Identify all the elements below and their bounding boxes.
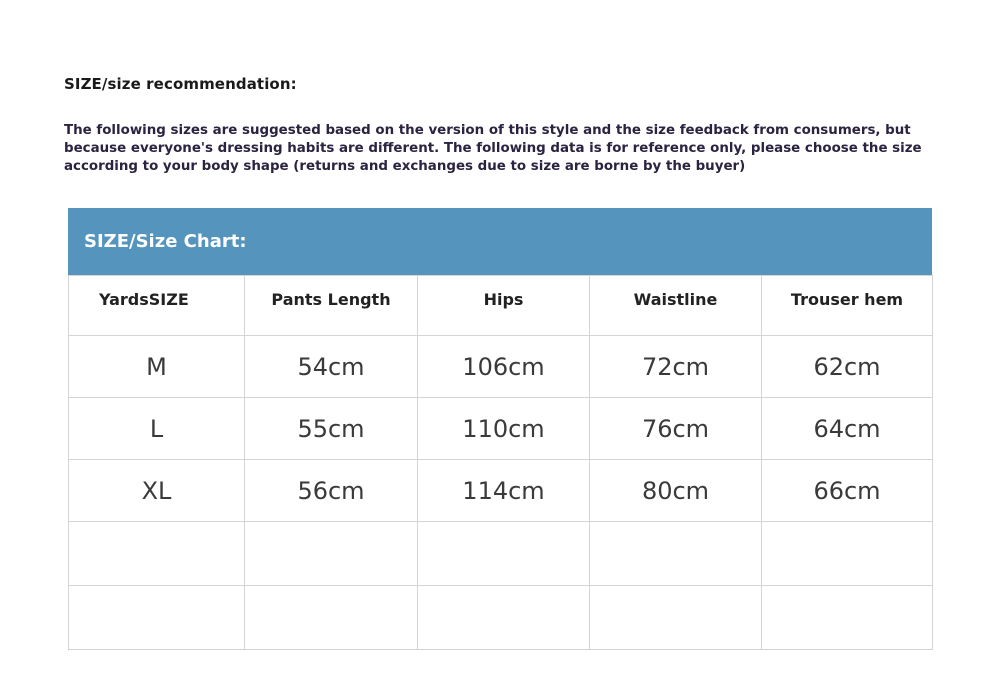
- column-header-size: YardsSIZE: [69, 276, 245, 336]
- table-cell: [590, 522, 762, 586]
- table-row: [69, 586, 933, 650]
- size-recommendation-text: The following sizes are suggested based on the version of this style and the size feedback from consumers, but because everyone's dressing habits are different. The following data is for reference only, please choose the size according to your body shape (returns and exchanges due to size are borne by the buyer): [64, 123, 922, 174]
- table-cell: 110cm: [418, 398, 590, 460]
- table-cell: 72cm: [590, 336, 762, 398]
- column-header-pants-length: Pants Length: [245, 276, 418, 336]
- table-cell: [69, 586, 245, 650]
- table-cell: [418, 522, 590, 586]
- table-cell: 55cm: [245, 398, 418, 460]
- page-title: SIZE/size recommendation:: [64, 75, 297, 93]
- column-header-waistline: Waistline: [590, 276, 762, 336]
- table-row: [69, 336, 933, 398]
- table-row: [69, 522, 933, 586]
- table-cell: [590, 586, 762, 650]
- table-cell: 62cm: [762, 336, 933, 398]
- table-cell: XL: [69, 460, 245, 522]
- table-cell: M: [69, 336, 245, 398]
- table-cell: 56cm: [245, 460, 418, 522]
- table-cell: 54cm: [245, 336, 418, 398]
- table-cell: 114cm: [418, 460, 590, 522]
- table-header-row: [69, 276, 933, 336]
- table-cell: 66cm: [762, 460, 933, 522]
- table-cell: 76cm: [590, 398, 762, 460]
- column-header-hips: Hips: [418, 276, 590, 336]
- table-cell: L: [69, 398, 245, 460]
- table-cell: 64cm: [762, 398, 933, 460]
- size-chart-title: SIZE/Size Chart:: [68, 208, 932, 275]
- table-cell: [418, 586, 590, 650]
- table-cell: 106cm: [418, 336, 590, 398]
- column-header-trouser-hem: Trouser hem: [762, 276, 933, 336]
- table-cell: [69, 522, 245, 586]
- table-cell: [762, 522, 933, 586]
- table-row: [69, 460, 933, 522]
- size-table: [68, 275, 933, 650]
- size-chart: [68, 208, 932, 650]
- table-cell: [245, 522, 418, 586]
- table-cell: [762, 586, 933, 650]
- table-row: [69, 398, 933, 460]
- table-cell: [245, 586, 418, 650]
- table-cell: 80cm: [590, 460, 762, 522]
